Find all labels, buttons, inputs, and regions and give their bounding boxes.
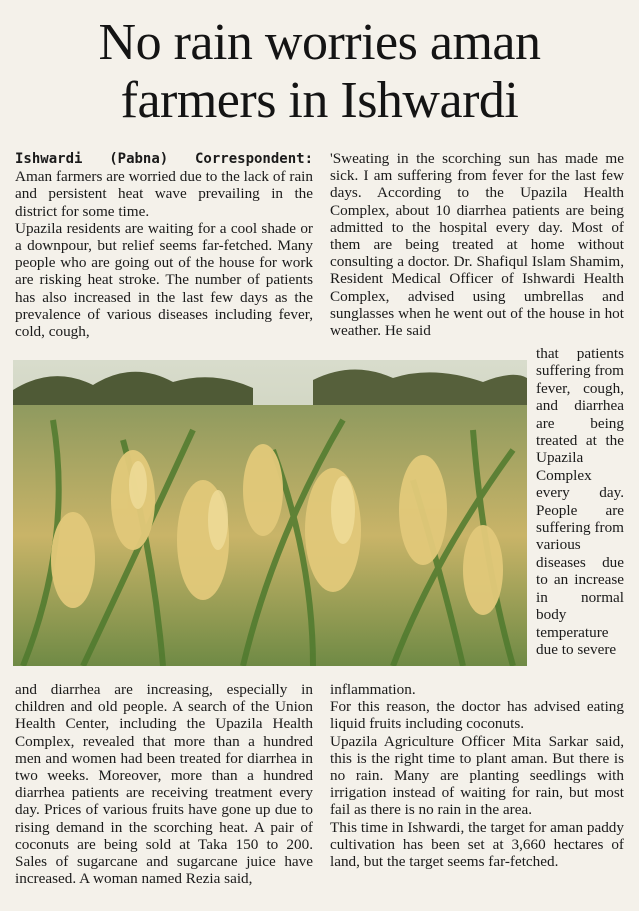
headline-line-2: farmers in Ishwardi [120,72,519,129]
column-bottom-right [330,681,624,870]
headline [0,14,639,130]
column-top-right [330,150,624,339]
byline: Ishwardi (Pabna) Correspondent: [15,151,313,167]
column-wrap-right [536,345,624,658]
paragraph-4: that patients suffering from fever, cough, and diarrhea are being treated at the Upazila Complex every day. People are suffering from various diseases due to an increase in normal body temperature due to severe [536,345,624,658]
paragraph-6: inflammation. [330,681,416,698]
paragraph-5: and diarrhea are increasing, especially in children and old people. A search of the Union Health Center, including the Upazila Health Complex, revealed that more than a hundred men and women had been treated for diarrhea in two weeks. Moreover, more than a hundred diarrhea patients are receiving treatment every day. Prices of various fruits have gone up due to rising demand in the scorching heat. A pair of coconuts are being sold at Taka 150 to 200. Sales of sugarcane and sugarcane juice have increased. A woman named Rezia said, [15,681,313,888]
paragraph-intro [15,150,313,220]
paragraph-8: Upazila Agriculture Officer Mita Sarkar said, this is the right time to plant aman. But there is no rain. Many are planting seedlings with irrigation instead of waiting for rain, but most fail as there is no rain in the area. [330,732,624,819]
column-top-left [15,150,313,340]
paragraph-1: Aman farmers are worried due to the lack of rain and persistent heat wave prevailing in the district for some time. [15,168,313,220]
rice-paddy-illustration [13,360,527,666]
rice-paddy-photo [13,360,527,666]
column-bottom-left [15,681,313,887]
paragraph-3: 'Sweating in the scorching sun has made me sick. I am suffering from fever for the last few days. According to the Upazila Health Complex, about 10 diarrhea patients are being admitted to the hospital every day. Most of them are being treated at home without consulting a doctor. Dr. Shafiqul Islam Shamim, Resident Medical Officer of Ishwardi Health Complex, advised using umbrellas and sunglasses when he went out of the house in hot weather. He said [330,150,624,340]
paragraph-9: This time in Ishwardi, the target for aman paddy cultivation has been set at 3,660 hectares of land, but the target seems far-fetched. [330,818,624,871]
paragraph-7: For this reason, the doctor has advised eating liquid fruits including coconuts. [330,698,624,733]
paragraph-2: Upazila residents are waiting for a cool shade or a downpour, but relief seems far-fetched. Many people who are going out of the house for work are risking heat stroke. The number of patients has also increased in the last few days as the prevalence of various diseases including fever, cold, cough, [15,219,313,341]
headline-line-1: No rain worries aman [98,14,541,71]
